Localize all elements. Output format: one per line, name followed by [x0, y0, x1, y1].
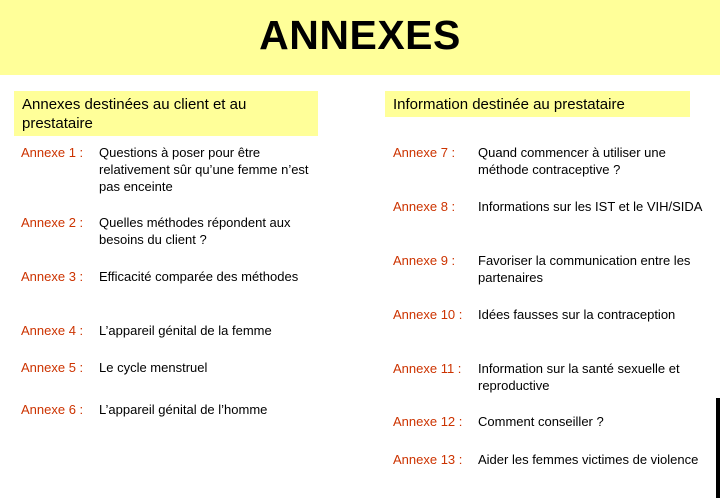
annex-text: Quelles méthodes répondent aux besoins du client ? — [99, 215, 291, 247]
page-title: ANNEXES — [259, 12, 461, 58]
annex-text: Comment conseiller ? — [478, 414, 604, 429]
annex-label: Annexe 1 : — [21, 145, 84, 160]
annex-label: Annexe 2 : — [21, 215, 84, 230]
annex-label: Annexe 4 : — [21, 323, 84, 338]
annex-text: L’appareil génital de la femme — [99, 323, 272, 338]
annex-label: Annexe 7 : — [393, 145, 456, 160]
annex-label: Annexe 10 : — [393, 307, 463, 322]
annex-text: Questions à poser pour être relativement sûr qu’une femme n’est pas enceinte — [99, 145, 309, 194]
left-column-header: Annexes destinées au client et au prestataire — [14, 91, 318, 136]
annex-label: Annexe 13 : — [393, 452, 463, 467]
annex-text: L’appareil génital de l’homme — [99, 402, 268, 417]
annex-text: Aider les femmes victimes de violence — [478, 452, 699, 467]
annex-label: Annexe 12 : — [393, 414, 463, 429]
annex-text: Information sur la santé sexuelle et reproductive — [478, 361, 680, 393]
annex-text: Favoriser la communication entre les partenaires — [478, 253, 691, 285]
annex-label: Annexe 6 : — [21, 402, 84, 417]
annex-label: Annexe 9 : — [393, 253, 456, 268]
annex-label: Annexe 11 : — [393, 361, 462, 376]
right-column-header: Information destinée au prestataire — [385, 91, 690, 117]
annex-label: Annexe 5 : — [21, 360, 84, 375]
annex-text: Informations sur les IST et le VIH/SIDA — [478, 199, 703, 214]
annex-label: Annexe 8 : — [393, 199, 456, 214]
annex-text: Efficacité comparée des méthodes — [99, 269, 299, 284]
annex-label: Annexe 3 : — [21, 269, 84, 284]
edge-bar — [716, 398, 720, 498]
annex-text: Quand commencer à utiliser une méthode contraceptive ? — [478, 145, 666, 177]
annex-text: Le cycle menstruel — [99, 360, 208, 375]
annex-text: Idées fausses sur la contraception — [478, 307, 676, 322]
